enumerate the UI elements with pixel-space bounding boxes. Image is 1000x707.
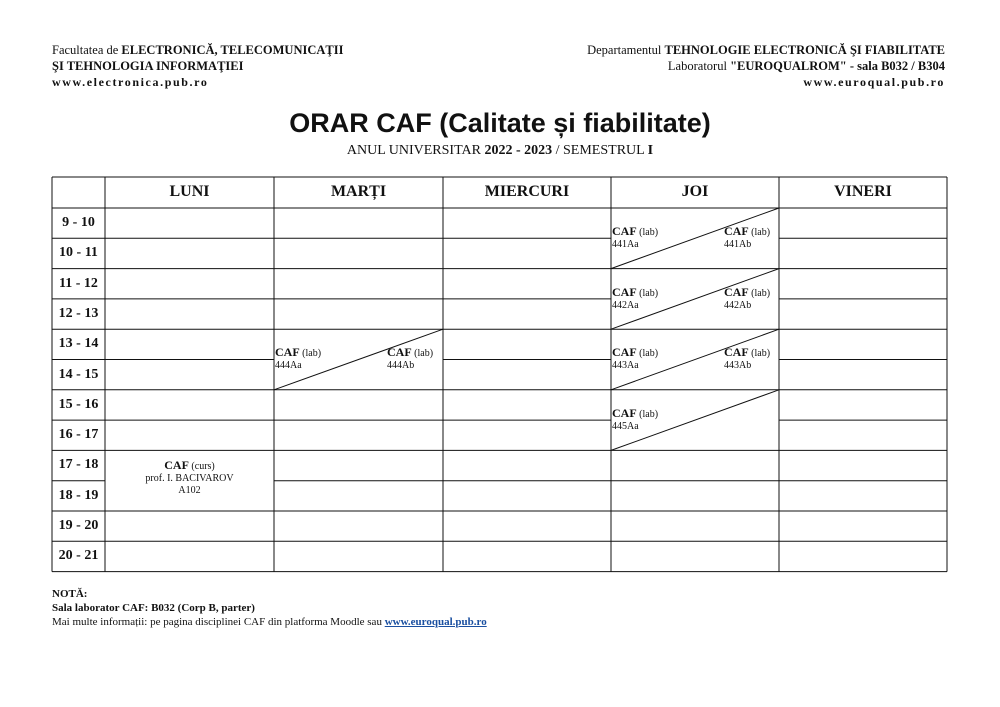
joi-11-lab-group-1 <box>612 286 672 312</box>
course-title: CAF <box>164 459 189 473</box>
faculty-url: www.electronica.pub.ro <box>52 75 209 89</box>
group-code: 443Aa <box>612 360 639 372</box>
lab-type: (lab) <box>636 408 659 420</box>
hour-label: 11 - 12 <box>59 275 98 291</box>
notes-heading: NOTĂ: <box>52 588 88 600</box>
luni-course <box>105 459 274 497</box>
lab-title: CAF <box>612 225 637 238</box>
joi-15-lab-group-1 <box>612 407 672 433</box>
lab-title: CAF <box>724 225 749 238</box>
faculty-prefix: Facultatea de <box>52 43 122 57</box>
lab-title: CAF <box>612 285 637 299</box>
lab-title: CAF <box>724 346 749 360</box>
semester: I <box>647 143 654 158</box>
hour-label: 14 - 15 <box>58 366 99 382</box>
group-code: 442Ab <box>724 299 752 311</box>
group-code: 441Aa <box>612 239 639 250</box>
notes-info-text: Mai multe informații: pe pagina disciplinei CAF din platforma Moodle sau <box>52 616 385 628</box>
hour-label: 16 - 17 <box>58 427 99 443</box>
hour-label: 19 - 20 <box>58 518 99 533</box>
euroqual-link[interactable]: www.euroqual.pub.ro <box>384 616 487 628</box>
day-header: LUNI <box>169 183 210 200</box>
hour-label: 9 - 10 <box>62 215 95 230</box>
hour-label: 13 - 14 <box>58 336 99 352</box>
joi-13-lab-group-1 <box>612 346 672 372</box>
joi-11-lab-group-2 <box>724 286 784 312</box>
joi-13-lab-group-2 <box>724 346 784 372</box>
lab-type: (lab) <box>411 348 434 360</box>
hour-label: 18 - 19 <box>58 487 99 503</box>
group-code: 445Aa <box>612 420 639 432</box>
lab-name: "EUROQUALROM" - sala B032 / B304 <box>730 59 945 73</box>
day-header: MARȚI <box>330 183 387 200</box>
day-header: MIERCURI <box>484 183 570 200</box>
lab-title: CAF <box>275 346 300 360</box>
day-header: JOI <box>681 183 709 200</box>
group-code: 441Ab <box>724 239 752 250</box>
page-title: ORAR CAF (Calitate și fiabilitate) <box>289 108 711 138</box>
group-code: 442Aa <box>612 299 639 311</box>
lab-title: CAF <box>724 285 749 299</box>
marti-13-lab-group-2 <box>387 346 447 372</box>
group-code: 443Ab <box>724 360 752 372</box>
hour-label: 17 - 18 <box>58 457 99 473</box>
subtitle-separator: / SEMESTRUL <box>552 143 648 158</box>
subtitle-prefix: ANUL UNIVERSITAR <box>346 143 485 158</box>
notes <box>52 587 487 629</box>
day-header: VINERI <box>834 183 892 200</box>
lab-type: (lab) <box>299 348 322 360</box>
hour-label: 15 - 16 <box>58 396 99 412</box>
department-name: TEHNOLOGIE ELECTRONICĂ ŞI FIABILITATE <box>664 43 945 57</box>
lab-type: (lab) <box>748 348 771 360</box>
joi-9-lab-group-2 <box>724 225 784 251</box>
hour-label: 20 - 21 <box>58 548 99 564</box>
lab-type: (lab) <box>636 227 659 238</box>
department-url: www.euroqual.pub.ro <box>803 75 945 89</box>
joi-9-lab-group-1 <box>612 225 672 251</box>
faculty-name-line2: ŞI TEHNOLOGIA INFORMAŢIEI <box>52 59 244 73</box>
department-prefix: Departamentul <box>587 43 665 57</box>
lab-title: CAF <box>612 406 637 420</box>
academic-year: 2022 - 2023 <box>484 143 553 158</box>
lab-prefix: Laboratorul <box>667 59 731 73</box>
lab-type: (lab) <box>748 227 771 238</box>
group-code: 444Ab <box>387 360 415 372</box>
lab-title: CAF <box>387 346 412 360</box>
notes-lab-room: Sala laborator CAF: B032 (Corp B, parter) <box>52 602 255 614</box>
faculty-name-line1: ELECTRONICĂ, TELECOMUNICAŢII <box>121 43 344 57</box>
hour-label: 12 - 13 <box>58 305 99 321</box>
lab-title: CAF <box>612 346 637 360</box>
marti-13-lab-group-1 <box>275 346 335 372</box>
course-teacher: prof. I. BACIVAROV <box>145 473 234 485</box>
lab-type: (lab) <box>636 348 659 360</box>
course-room: A102 <box>178 485 201 497</box>
course-type: (curs) <box>188 461 215 473</box>
lab-type: (lab) <box>748 287 771 299</box>
group-code: 444Aa <box>275 360 302 372</box>
hour-label: 10 - 11 <box>59 245 98 261</box>
lab-type: (lab) <box>636 287 659 299</box>
